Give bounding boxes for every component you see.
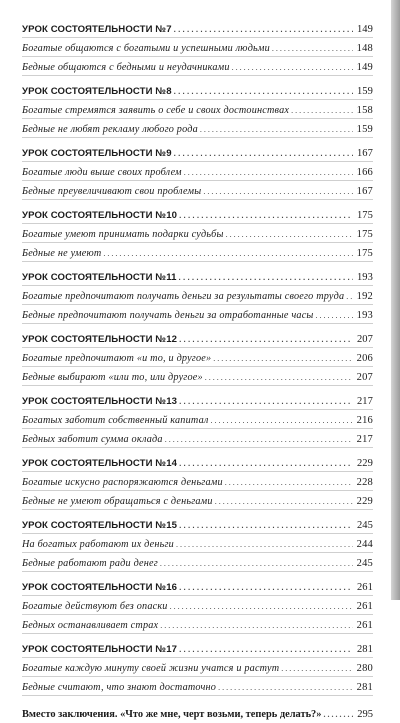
dot-leader [179, 458, 353, 469]
lesson-section [22, 143, 373, 200]
conclusion-entry-label: Вместо заключения. «Что же мне, черт возьми, теперь делать?» [22, 709, 322, 720]
toc-entry-label: Богатые люди выше своих проблем [22, 167, 182, 178]
dot-leader [176, 539, 353, 550]
dot-leader [232, 62, 353, 73]
toc-entry [22, 57, 373, 76]
toc-entry [22, 472, 373, 491]
dot-leader [225, 477, 353, 488]
page-number: 216 [356, 415, 373, 426]
dot-leader [316, 310, 353, 321]
lesson-heading-label: УРОК СОСТОЯТЕЛЬНОСТИ №10 [22, 210, 178, 221]
toc-entry-label: Богатые умеют принимать подарки судьбы [22, 229, 224, 240]
page-number: 261 [356, 582, 373, 593]
page-number: 295 [357, 709, 373, 720]
conclusion-entry [22, 704, 373, 723]
toc-entry [22, 100, 373, 119]
toc-entry [22, 162, 373, 181]
dot-leader [218, 682, 353, 693]
lesson-heading-label: УРОК СОСТОЯТЕЛЬНОСТИ №16 [22, 582, 178, 593]
toc-entry [22, 553, 373, 572]
toc-entry-label: Бедные не любят рекламу любого рода [22, 124, 198, 135]
toc-entry [22, 410, 373, 429]
toc-entry [22, 367, 373, 386]
page-number: 159 [356, 86, 373, 97]
toc-entry [22, 677, 373, 696]
toc-entry-label: Бедные работают ради денег [22, 558, 158, 569]
dot-leader [215, 496, 353, 507]
dot-leader [179, 396, 353, 407]
page-number: 166 [356, 167, 373, 178]
lesson-section [22, 81, 373, 138]
lesson-section [22, 577, 373, 634]
lesson-heading [22, 205, 373, 224]
dot-leader [272, 43, 353, 54]
dot-leader [174, 24, 353, 35]
page-number: 261 [356, 601, 373, 612]
toc-entry [22, 491, 373, 510]
dot-leader [291, 105, 353, 116]
lesson-heading-label: УРОК СОСТОЯТЕЛЬНОСТИ №11 [22, 272, 177, 283]
dot-leader [346, 291, 353, 302]
lesson-heading-label: УРОК СОСТОЯТЕЛЬНОСТИ №15 [22, 520, 178, 531]
page-number: 158 [356, 105, 373, 116]
toc-entry-label: Бедные выбирают «или то, или другое» [22, 372, 203, 383]
dot-leader [213, 353, 353, 364]
lesson-heading-label: УРОК СОСТОЯТЕЛЬНОСТИ №13 [22, 396, 178, 407]
dot-leader [103, 248, 353, 259]
lesson-heading [22, 453, 373, 472]
page-number: 167 [356, 186, 373, 197]
toc-entry-label: Богатые искусно распоряжаются деньгами [22, 477, 223, 488]
dot-leader [179, 582, 353, 593]
lesson-section [22, 391, 373, 448]
page-number: 175 [356, 210, 373, 221]
toc-entry [22, 596, 373, 615]
lesson-section [22, 19, 373, 76]
toc-entry-label: Богатые действуют без опаски [22, 601, 168, 612]
page-number: 245 [356, 520, 373, 531]
lesson-section [22, 329, 373, 386]
toc-entry [22, 286, 373, 305]
page-number: 228 [356, 477, 373, 488]
page-number: 149 [356, 24, 373, 35]
page-number: 207 [356, 334, 373, 345]
toc-entry-label: Богатые предпочитают «и то, и другое» [22, 353, 212, 364]
dot-leader [160, 558, 353, 569]
dot-leader [160, 620, 353, 631]
dot-leader [211, 415, 354, 426]
page-number: 167 [356, 148, 373, 159]
toc-entry [22, 305, 373, 324]
page-number: 229 [356, 458, 373, 469]
toc-entry-label: Бедные не умеют [22, 248, 102, 259]
lesson-heading-label: УРОК СОСТОЯТЕЛЬНОСТИ №7 [22, 24, 172, 35]
dot-leader [323, 709, 353, 720]
lesson-heading [22, 329, 373, 348]
toc-entry [22, 534, 373, 553]
lesson-heading [22, 267, 373, 286]
dot-leader [165, 434, 353, 445]
dot-leader [226, 229, 353, 240]
lesson-section [22, 515, 373, 572]
toc-entry-label: Бедные считают, что знают достаточно [22, 682, 217, 693]
lesson-heading-label: УРОК СОСТОЯТЕЛЬНОСТИ №17 [22, 644, 178, 655]
page-number: 149 [356, 62, 373, 73]
page-number: 207 [356, 372, 373, 383]
toc-entry [22, 181, 373, 200]
page-number: 192 [356, 291, 373, 302]
dot-leader [281, 663, 353, 674]
lesson-section [22, 205, 373, 262]
page-edge [391, 0, 400, 600]
page-number: 217 [356, 434, 373, 445]
dot-leader [203, 186, 353, 197]
toc-entry [22, 615, 373, 634]
toc-entry [22, 348, 373, 367]
page-number: 244 [356, 539, 373, 550]
page-number: 148 [356, 43, 373, 54]
lesson-heading [22, 19, 373, 38]
page-number: 193 [356, 310, 373, 321]
page-number: 193 [356, 272, 373, 283]
lesson-heading [22, 639, 373, 658]
page-number: 261 [356, 620, 373, 631]
toc-entry-label: Богатые общаются с богатыми и успешными людьми [22, 43, 270, 54]
page-number: 281 [356, 682, 373, 693]
lesson-section [22, 267, 373, 324]
toc-entry-label: Бедные не умеют обращаться с деньгами [22, 496, 213, 507]
page-number: 159 [356, 124, 373, 135]
dot-leader [179, 210, 353, 221]
dot-leader [179, 520, 353, 531]
table-of-contents [22, 19, 373, 723]
page-number: 280 [356, 663, 373, 674]
lesson-heading [22, 391, 373, 410]
lesson-heading [22, 515, 373, 534]
lesson-heading [22, 577, 373, 596]
page-number: 175 [356, 248, 373, 259]
toc-entry-label: Богатые предпочитают получать деньги за результаты своего труда [22, 291, 345, 302]
dot-leader [170, 601, 353, 612]
toc-entry-label: Бедных заботит сумма оклада [22, 434, 163, 445]
toc-entry-label: Бедные общаются с бедными и неудачниками [22, 62, 230, 73]
lesson-heading-label: УРОК СОСТОЯТЕЛЬНОСТИ №8 [22, 86, 172, 97]
page-number: 281 [356, 644, 373, 655]
dot-leader [205, 372, 353, 383]
dot-leader [184, 167, 353, 178]
toc-entry-label: Бедные преувеличивают свои проблемы [22, 186, 202, 197]
toc-entry [22, 429, 373, 448]
page-number: 175 [356, 229, 373, 240]
lesson-heading [22, 81, 373, 100]
toc-entry [22, 243, 373, 262]
toc-entry-label: Бедных останавливает страх [22, 620, 159, 631]
toc-entry-label: Богатые стремятся заявить о себе и своих достоинствах [22, 105, 290, 116]
lesson-heading-label: УРОК СОСТОЯТЕЛЬНОСТИ №14 [22, 458, 178, 469]
lesson-section [22, 639, 373, 696]
page-number: 206 [356, 353, 373, 364]
page-number: 217 [356, 396, 373, 407]
toc-entry [22, 224, 373, 243]
toc-entry [22, 658, 373, 677]
lesson-heading [22, 143, 373, 162]
dot-leader [174, 148, 353, 159]
dot-leader [174, 86, 353, 97]
toc-entry-label: Богатых заботит собственный капитал [22, 415, 209, 426]
toc-entry-label: Бедные предпочитают получать деньги за отработанные часы [22, 310, 314, 321]
toc-entry [22, 119, 373, 138]
page-number: 229 [356, 496, 373, 507]
dot-leader [179, 644, 353, 655]
dot-leader [179, 334, 353, 345]
page-number: 245 [356, 558, 373, 569]
lesson-heading-label: УРОК СОСТОЯТЕЛЬНОСТИ №12 [22, 334, 178, 345]
toc-entry-label: Богатые каждую минуту своей жизни учатся и растут [22, 663, 280, 674]
dot-leader [179, 272, 353, 283]
toc-entry [22, 38, 373, 57]
lesson-section [22, 453, 373, 510]
toc-entry-label: На богатых работают их деньги [22, 539, 174, 550]
dot-leader [200, 124, 353, 135]
lesson-heading-label: УРОК СОСТОЯТЕЛЬНОСТИ №9 [22, 148, 172, 159]
